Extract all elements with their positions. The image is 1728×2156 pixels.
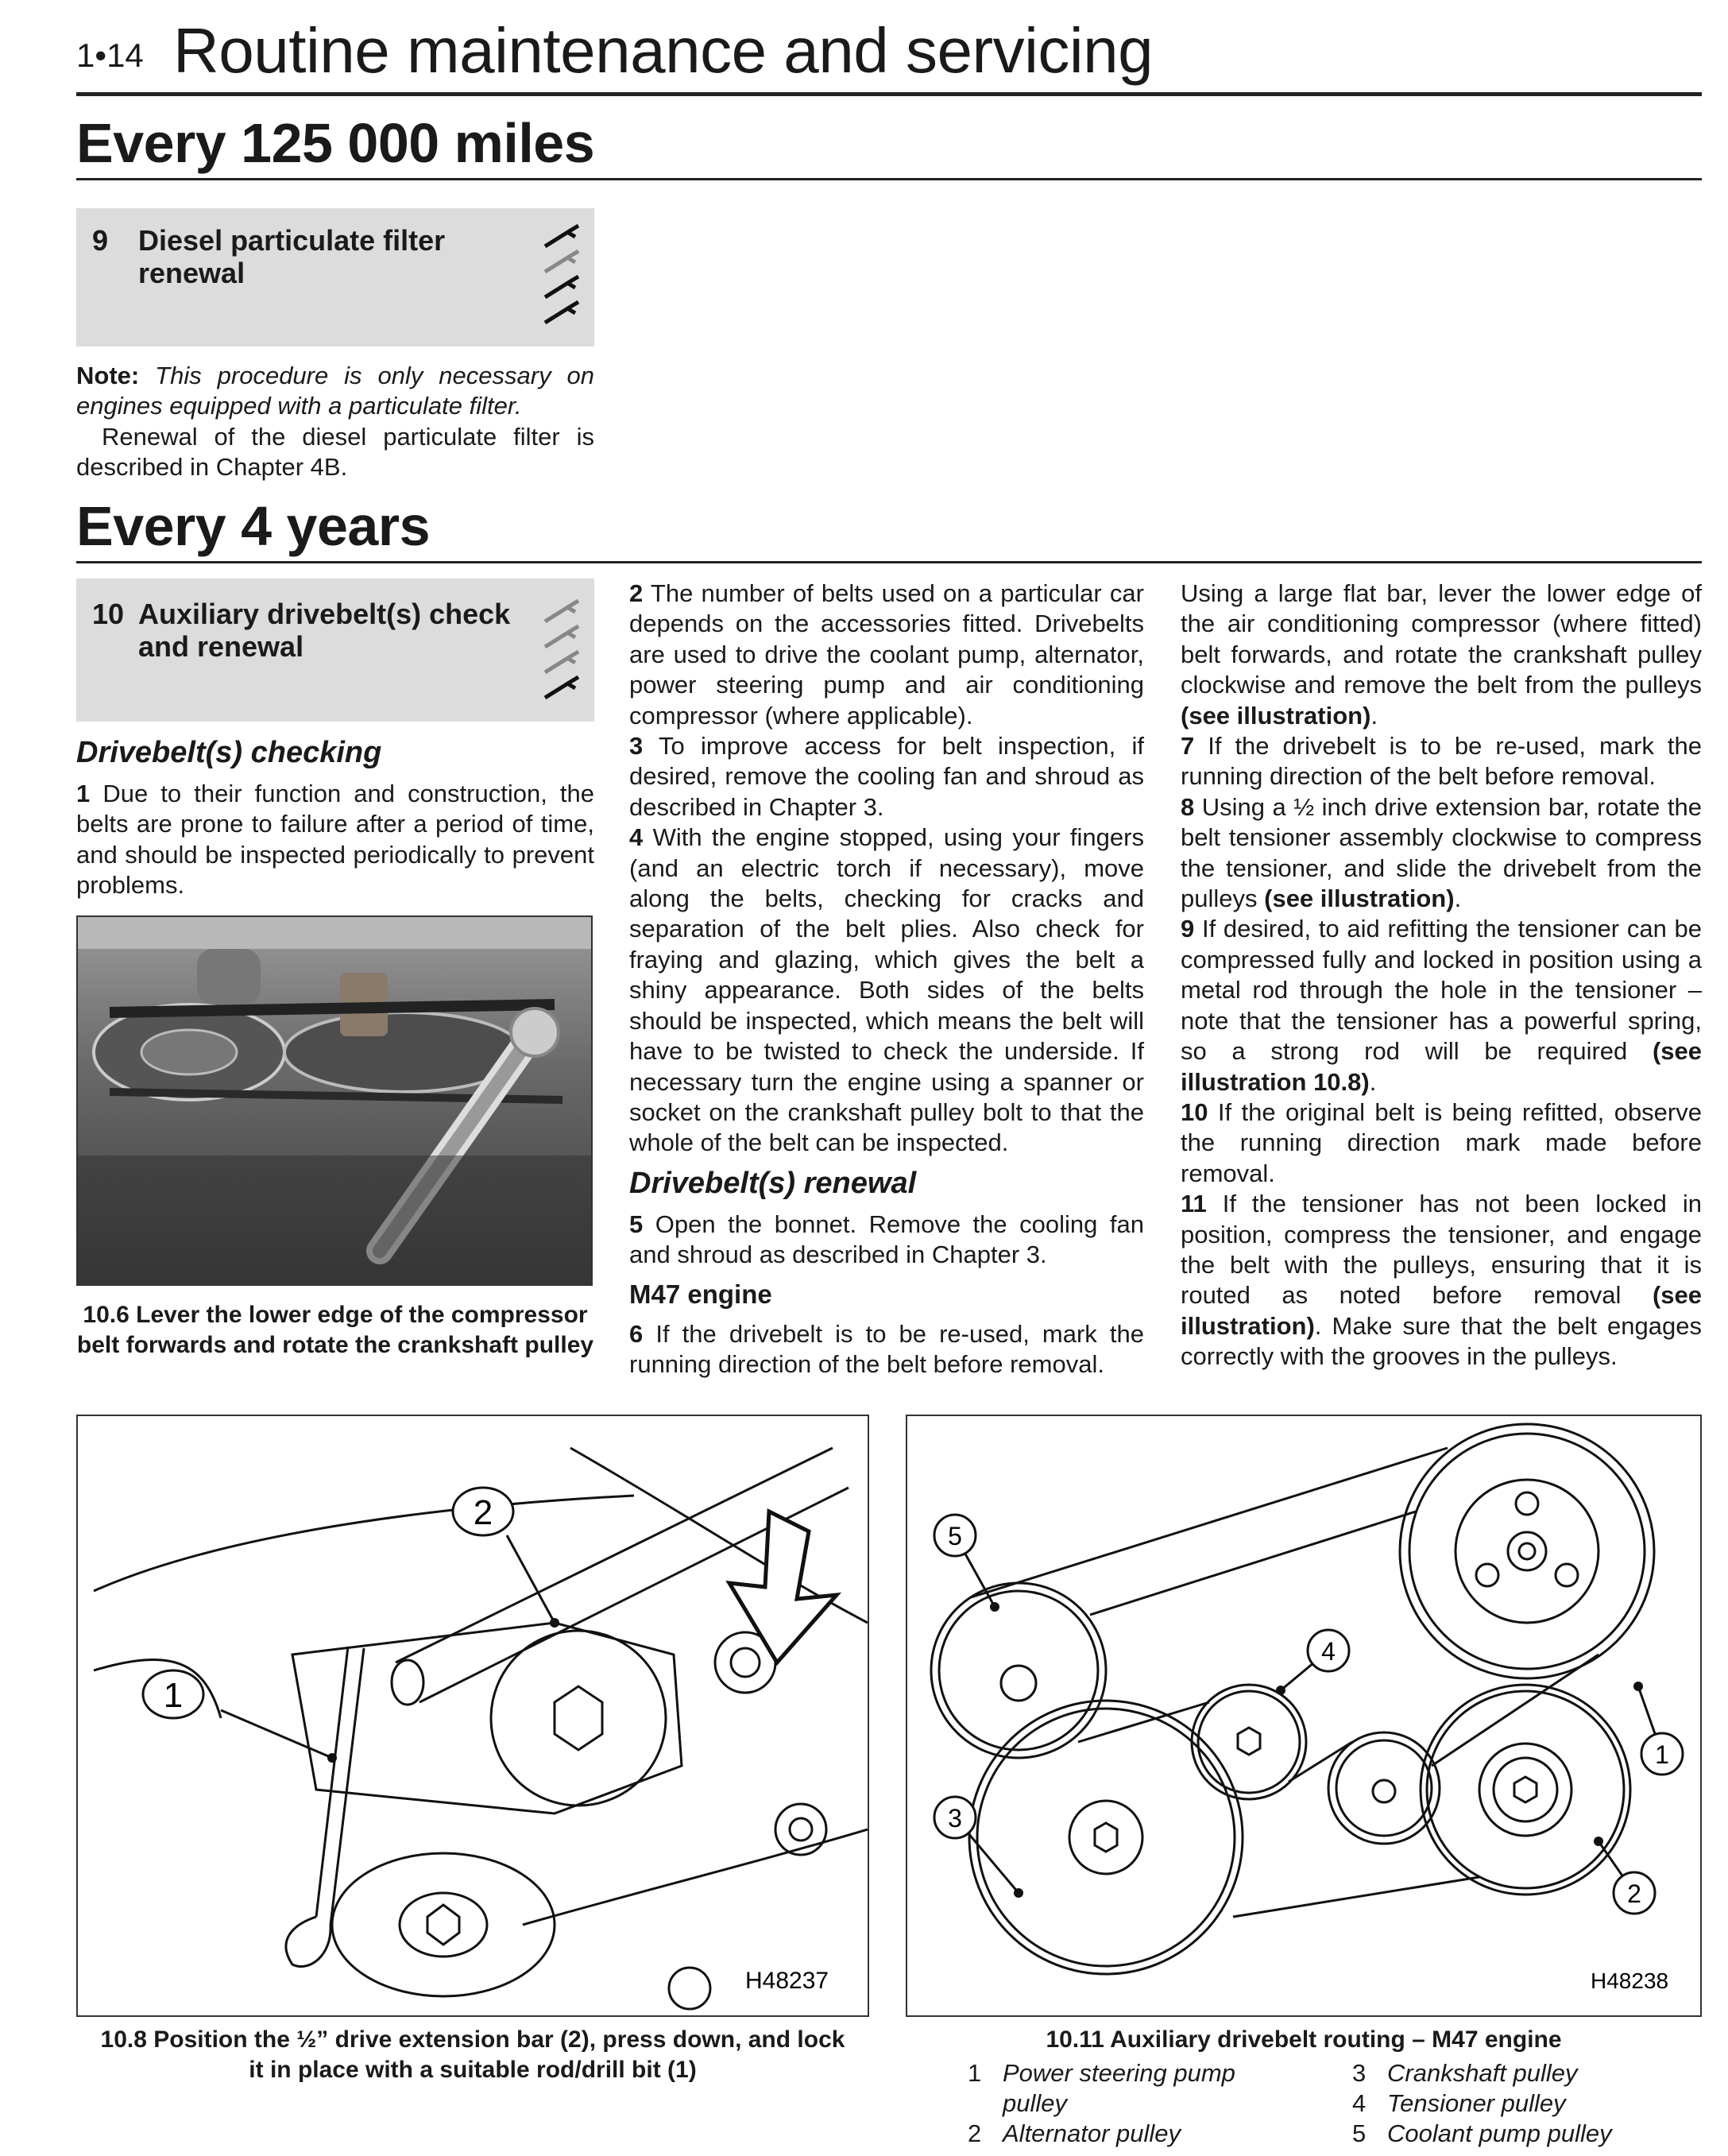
legend-number: 4: [1352, 2089, 1367, 2117]
legend-text: Tensioner pulley: [1387, 2089, 1566, 2117]
paragraph-text: If the drivebelt is to be re-used, mark the running direction of the belt before removal.: [1181, 732, 1702, 791]
note-text: This procedure is only necessary on engines equipped with a particulate filter.: [76, 362, 594, 420]
paragraph-number: 7: [1181, 732, 1195, 761]
column-3-text: Using a large flat bar, lever the lower edge of the air conditioning compressor (where fitted) belt forwards, and rotate the crankshaft pulley clockwise and remove the belt from the pulleys (see illustration). 7 If the drivebelt is to be re-used, mark the running direction of the belt before removal. 8 Using a ½ inch drive extension bar, rotate the belt tensioner assembly clockwise to compress the tensioner, and slide the drivebelt from the pulleys (see illustration). 9 If desired, to aid refitting the tensioner can be compressed fully and locked in position using a metal rod through the hole in the tensioner – note that the tensioner has a powerful spring, so a strong rod will be required (see illustration 10.8). 10 If the original belt is being refitted, observe the running direction mark made before removal. 11 If the tensioner has not been locked in position, compress the tensioner, and engage the belt with the pulleys, ensuring that it is routed as noted before removal (see illustration). Make sure that the belt engages correctly with the grooves in the pulleys.: [1181, 579, 1702, 1371]
difficulty-wrench-icon: [540, 223, 585, 334]
chapter-title: Routine maintenance and servicing: [173, 15, 1154, 86]
paragraph-number: 8: [1181, 792, 1195, 821]
legend-item: [968, 2058, 1317, 2119]
legend-column-2: [1352, 2058, 1686, 2149]
subheading-m47: M47 engine: [629, 1279, 772, 1309]
section-rule-2: [76, 561, 1702, 563]
legend-text: Crankshaft pulley: [1387, 2059, 1578, 2087]
figure-label-1: 1: [1655, 1740, 1669, 1769]
illustration-ref: (see illustration): [1181, 1281, 1702, 1340]
paragraph-text: With the engine stopped, using your fingers (and an electric torch if necessary), move along the belts, checking for cracks and separation of the belt plies. Also check for fraying and glazing, which gives the belt a shiny appearance. Both sides of the belts should be inspected, which means the belt will have to be twisted to check the underside. If necessary turn the engine using a spanner or socket on the crankshaft pulley bolt to that the whole of the belt can be inspected.: [629, 823, 1144, 1157]
procedure-number: 9: [92, 224, 109, 257]
paragraph-text: The number of belts used on a particular car depends on the accessories fitted. Drivebelts are used to drive the coolant pump, alternator, power steering pump and air conditioning compressor (where applicable).: [629, 579, 1144, 730]
legend-number: 1: [968, 2059, 982, 2087]
caption-line: 10.8 Position the ½” drive extension bar (2), press down, and lock: [100, 2026, 845, 2053]
tensioner-diagram: [78, 1416, 868, 2015]
paragraph-number: 6: [629, 1320, 644, 1348]
figure-label-5: 5: [948, 1522, 962, 1550]
paragraph-6: [629, 1319, 1144, 1380]
figure-label-2: 2: [1627, 1879, 1641, 1908]
legend-number: 5: [1352, 2119, 1367, 2147]
procedure-title-line1: Auxiliary drivebelt(s) check: [138, 598, 511, 630]
note-paragraph: [76, 361, 594, 483]
paragraph-text: If the original belt is being refitted, observe the running direction mark made before removal.: [1181, 1097, 1702, 1187]
figure-10-8: [76, 1415, 869, 2017]
header-rule: [76, 92, 1702, 96]
paragraph-text: If the tensioner has not been locked in position, compress the tensioner, and engage the belt with the pulleys, ensuring that it is routed as noted before removal: [1181, 1190, 1702, 1310]
figure-label-2: 2: [473, 1493, 493, 1532]
paragraph-number: 9: [1181, 915, 1195, 943]
paragraph-number: 2: [629, 579, 644, 607]
caption-line: it in place with a suitable rod/drill bit (1): [249, 2057, 697, 2083]
page-number: 1•14: [76, 37, 144, 74]
figure-code: H48237: [745, 1968, 829, 1994]
paragraph-number: 1: [76, 780, 91, 807]
paragraph-number: 10: [1181, 1097, 1208, 1126]
legend-item: [968, 2119, 1317, 2149]
paragraph-text: Open the bonnet. Remove the cooling fan and shroud as described in Chapter 3.: [629, 1210, 1144, 1269]
legend-item: [1352, 2119, 1686, 2149]
procedure-title-line1: Diesel particulate filter: [138, 224, 446, 257]
figure-10-11: [906, 1415, 1702, 2017]
paragraph-text: To improve access for belt inspection, if desired, remove the cooling fan and shroud as described in Chapter 3.: [629, 732, 1144, 821]
paragraph-number: 3: [629, 732, 644, 761]
legend-item: [1352, 2058, 1686, 2088]
procedure-number: 10: [92, 598, 125, 630]
figure-label-1: 1: [163, 1676, 184, 1715]
belt-routing-diagram: [907, 1416, 1700, 2015]
legend-number: 3: [1352, 2059, 1367, 2087]
procedure-title: [138, 598, 510, 663]
figure-caption-10-8: [76, 2025, 869, 2085]
engine-photo-illustration: [78, 917, 593, 1286]
paragraph-number: 5: [629, 1210, 644, 1238]
paragraph-5: [629, 1210, 1144, 1271]
illustration-ref: (see illustration 10.8): [1181, 1037, 1702, 1096]
procedure-title-line2: renewal: [138, 257, 245, 289]
legend-column-1: [968, 2058, 1317, 2149]
subheading-renewal: Drivebelt(s) renewal: [629, 1167, 917, 1200]
paragraph-text: Due to their function and construction, the belts are prone to failure after a period of time, and should be inspected periodically to prevent problems.: [76, 780, 594, 900]
section-rule: [76, 178, 1702, 180]
paragraph-number: 4: [629, 823, 644, 852]
photo-10-6: [76, 915, 593, 1286]
column-2-text: [629, 579, 1144, 1159]
procedure-box-9: [76, 208, 594, 346]
paragraph-text: Using a ½ inch drive extension bar, rotate the belt tensioner assembly clockwise to compress the tensioner, and slide the drivebelt from the pulleys: [1181, 792, 1702, 913]
legend-text: Alternator pulley: [1003, 2119, 1181, 2147]
paragraph-text: If desired, to aid refitting the tensioner can be compressed fully and locked in position using a metal rod through the hole in the tensioner – note that the tensioner has a powerful spring, so a strong rod will be required: [1181, 915, 1702, 1066]
body-text: Renewal of the diesel particulate filter is described in Chapter 4B.: [76, 422, 594, 482]
legend-text: Power steering pump pulley: [1003, 2059, 1235, 2117]
legend-text: Coolant pump pulley: [1387, 2119, 1612, 2147]
paragraph-text: Make sure that the belt engages correctly with the grooves in the pulleys.: [1181, 1311, 1702, 1371]
illustration-ref: (see illustration): [1264, 884, 1455, 913]
difficulty-wrench-icon: [540, 598, 585, 709]
figure-code: H48238: [1591, 1968, 1669, 1993]
figure-caption-10-11: 10.11 Auxiliary drivebelt routing – M47 engine: [1046, 2026, 1562, 2053]
legend-number: 2: [968, 2119, 982, 2147]
paragraph-text: If the drivebelt is to be re-used, mark the running direction of the belt before removal.: [629, 1320, 1144, 1379]
paragraph-number: 11: [1181, 1190, 1207, 1218]
paragraph-text: Using a large flat bar, lever the lower edge of the air conditioning compressor (where fitted) belt forwards, and rotate the crankshaft pulley clockwise and remove the belt from the pulleys: [1181, 579, 1702, 699]
illustration-ref: (see illustration): [1181, 701, 1371, 730]
procedure-title-line2: and renewal: [138, 630, 304, 663]
subheading-checking: Drivebelt(s) checking: [76, 736, 382, 769]
procedure-title: [138, 224, 445, 289]
photo-caption-10-6: 10.6 Lever the lower edge of the compressor belt forwards and rotate the crankshaft pulley: [76, 1302, 594, 1358]
figure-label-4: 4: [1321, 1637, 1336, 1666]
procedure-box-10: [76, 579, 594, 722]
figure-label-3: 3: [948, 1804, 962, 1833]
paragraph-1: [76, 779, 594, 901]
legend-item: [1352, 2088, 1686, 2119]
section-heading-125000: Every 125 000 miles: [76, 112, 595, 174]
section-heading-4years: Every 4 years: [76, 495, 431, 557]
note-label: Note:: [76, 362, 140, 389]
